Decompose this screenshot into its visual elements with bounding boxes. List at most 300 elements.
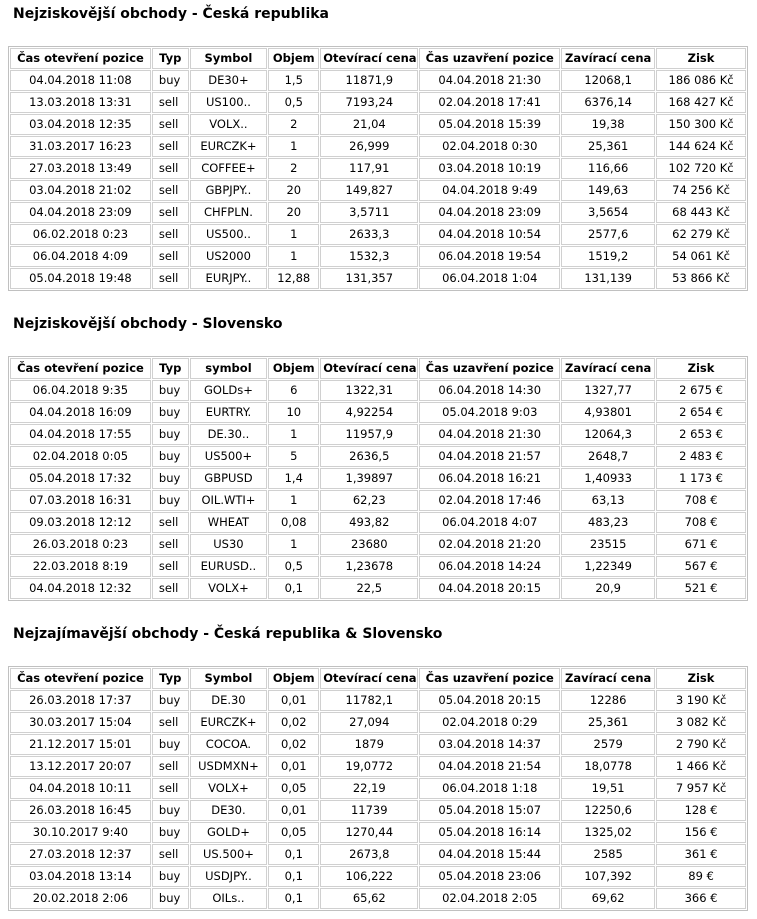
col-volume-cell: 0,01 <box>268 690 319 711</box>
col-open-time-cell: 03.04.2018 13:14 <box>10 866 151 887</box>
col-profit-cell: 2 483 € <box>656 446 746 467</box>
col-open-time-cell: 31.03.2017 16:23 <box>10 136 151 157</box>
col-type-cell: sell <box>152 712 189 733</box>
col-close-time-cell: 02.04.2018 17:41 <box>419 92 560 113</box>
table-row <box>10 114 746 135</box>
col-close-price-header: Zavírací cena <box>561 668 655 689</box>
col-open-time-cell: 26.03.2018 17:37 <box>10 690 151 711</box>
col-close-price-cell: 20,9 <box>561 578 655 599</box>
table-row <box>10 866 746 887</box>
col-open-price-cell: 1,39897 <box>320 468 418 489</box>
col-open-time-header: Čas otevření pozice <box>10 48 151 69</box>
col-close-price-cell: 2585 <box>561 844 655 865</box>
col-close-price-cell: 4,93801 <box>561 402 655 423</box>
table-row <box>10 712 746 733</box>
col-open-price-cell: 131,357 <box>320 268 418 289</box>
col-profit-cell: 62 279 Kč <box>656 224 746 245</box>
col-open-time-cell: 27.03.2018 13:49 <box>10 158 151 179</box>
col-type-cell: buy <box>152 490 189 511</box>
col-volume-cell: 5 <box>268 446 319 467</box>
col-volume-cell: 2 <box>268 158 319 179</box>
col-close-price-cell: 2577,6 <box>561 224 655 245</box>
col-profit-cell: 150 300 Kč <box>656 114 746 135</box>
col-symbol-cell: US500+ <box>190 446 268 467</box>
col-type-cell: buy <box>152 690 189 711</box>
col-profit-cell: 2 675 € <box>656 380 746 401</box>
col-close-time-cell: 04.04.2018 15:44 <box>419 844 560 865</box>
col-open-price-cell: 27,094 <box>320 712 418 733</box>
col-volume-cell: 0,5 <box>268 92 319 113</box>
col-close-time-header: Čas uzavření pozice <box>419 48 560 69</box>
col-close-time-cell: 02.04.2018 17:46 <box>419 490 560 511</box>
col-volume-cell: 0,05 <box>268 778 319 799</box>
table-row <box>10 690 746 711</box>
table-row <box>10 800 746 821</box>
col-type-cell: sell <box>152 556 189 577</box>
col-open-time-cell: 13.03.2018 13:31 <box>10 92 151 113</box>
table-row <box>10 202 746 223</box>
table-row <box>10 402 746 423</box>
col-open-price-cell: 11871,9 <box>320 70 418 91</box>
table-row <box>10 756 746 777</box>
col-type-cell: sell <box>152 180 189 201</box>
col-open-price-cell: 26,999 <box>320 136 418 157</box>
col-close-time-header: Čas uzavření pozice <box>419 358 560 379</box>
col-close-time-cell: 05.04.2018 15:07 <box>419 800 560 821</box>
col-open-time-cell: 05.04.2018 17:32 <box>10 468 151 489</box>
table-row <box>10 92 746 113</box>
table-row <box>10 822 746 843</box>
col-volume-header: Objem <box>268 48 319 69</box>
col-type-cell: sell <box>152 202 189 223</box>
col-profit-cell: 89 € <box>656 866 746 887</box>
col-volume-cell: 1 <box>268 224 319 245</box>
col-symbol-cell: VOLX+ <box>190 578 268 599</box>
col-symbol-cell: GOLDs+ <box>190 380 268 401</box>
col-close-price-cell: 1,40933 <box>561 468 655 489</box>
col-type-header: Typ <box>152 358 189 379</box>
table-header-row <box>10 48 746 69</box>
table-row <box>10 224 746 245</box>
col-symbol-cell: GBPUSD <box>190 468 268 489</box>
table-row <box>10 180 746 201</box>
col-type-header: Typ <box>152 48 189 69</box>
col-volume-header: Objem <box>268 358 319 379</box>
col-symbol-cell: EURUSD.. <box>190 556 268 577</box>
col-open-price-cell: 493,82 <box>320 512 418 533</box>
col-close-price-cell: 131,139 <box>561 268 655 289</box>
col-close-price-header: Zavírací cena <box>561 358 655 379</box>
col-open-time-cell: 26.03.2018 16:45 <box>10 800 151 821</box>
col-open-price-cell: 1322,31 <box>320 380 418 401</box>
table-row <box>10 888 746 909</box>
col-open-price-cell: 117,91 <box>320 158 418 179</box>
col-volume-cell: 0,1 <box>268 888 319 909</box>
col-open-price-cell: 4,92254 <box>320 402 418 423</box>
col-close-time-cell: 02.04.2018 0:30 <box>419 136 560 157</box>
col-close-price-cell: 25,361 <box>561 712 655 733</box>
col-open-price-cell: 19,0772 <box>320 756 418 777</box>
col-volume-cell: 1,4 <box>268 468 319 489</box>
col-close-time-cell: 04.04.2018 21:54 <box>419 756 560 777</box>
col-close-price-cell: 2579 <box>561 734 655 755</box>
col-profit-cell: 2 790 Kč <box>656 734 746 755</box>
col-close-price-cell: 2648,7 <box>561 446 655 467</box>
col-open-time-cell: 22.03.2018 8:19 <box>10 556 151 577</box>
col-symbol-cell: COFFEE+ <box>190 158 268 179</box>
col-profit-cell: 54 061 Kč <box>656 246 746 267</box>
col-open-price-cell: 21,04 <box>320 114 418 135</box>
col-close-time-cell: 03.04.2018 14:37 <box>419 734 560 755</box>
col-symbol-cell: USDJPY.. <box>190 866 268 887</box>
col-open-time-cell: 30.10.2017 9:40 <box>10 822 151 843</box>
col-close-time-cell: 06.04.2018 16:21 <box>419 468 560 489</box>
col-volume-cell: 6 <box>268 380 319 401</box>
col-symbol-cell: DE30+ <box>190 70 268 91</box>
table-row <box>10 534 746 555</box>
col-volume-cell: 0,08 <box>268 512 319 533</box>
table-row <box>10 512 746 533</box>
col-profit-cell: 567 € <box>656 556 746 577</box>
col-type-cell: buy <box>152 468 189 489</box>
section-title: Nejziskovější obchody - Slovensko <box>13 316 283 332</box>
col-type-cell: sell <box>152 756 189 777</box>
col-volume-cell: 2 <box>268 114 319 135</box>
col-type-cell: buy <box>152 380 189 401</box>
col-open-time-cell: 26.03.2018 0:23 <box>10 534 151 555</box>
col-type-cell: sell <box>152 534 189 555</box>
table-row <box>10 446 746 467</box>
col-symbol-cell: US100.. <box>190 92 268 113</box>
col-open-price-cell: 1270,44 <box>320 822 418 843</box>
col-symbol-cell: DE30. <box>190 800 268 821</box>
col-close-time-cell: 02.04.2018 2:05 <box>419 888 560 909</box>
table-row <box>10 734 746 755</box>
col-type-cell: buy <box>152 800 189 821</box>
col-open-price-cell: 106,222 <box>320 866 418 887</box>
col-open-time-cell: 13.12.2017 20:07 <box>10 756 151 777</box>
col-type-cell: buy <box>152 446 189 467</box>
col-open-price-cell: 3,5711 <box>320 202 418 223</box>
col-volume-cell: 20 <box>268 202 319 223</box>
col-close-price-header: Zavírací cena <box>561 48 655 69</box>
col-type-cell: buy <box>152 402 189 423</box>
col-open-price-cell: 22,19 <box>320 778 418 799</box>
col-open-price-cell: 1,23678 <box>320 556 418 577</box>
col-volume-cell: 0,05 <box>268 822 319 843</box>
col-close-time-cell: 05.04.2018 23:06 <box>419 866 560 887</box>
col-volume-cell: 0,1 <box>268 844 319 865</box>
col-open-price-cell: 22,5 <box>320 578 418 599</box>
col-close-price-cell: 483,23 <box>561 512 655 533</box>
col-close-price-cell: 3,5654 <box>561 202 655 223</box>
col-profit-cell: 68 443 Kč <box>656 202 746 223</box>
col-open-price-cell: 149,827 <box>320 180 418 201</box>
col-open-time-cell: 03.04.2018 12:35 <box>10 114 151 135</box>
col-close-price-cell: 12064,3 <box>561 424 655 445</box>
col-type-cell: buy <box>152 822 189 843</box>
col-close-time-cell: 04.04.2018 9:49 <box>419 180 560 201</box>
col-volume-cell: 1,5 <box>268 70 319 91</box>
col-open-price-cell: 11739 <box>320 800 418 821</box>
col-profit-header: Zisk <box>656 358 746 379</box>
col-open-price-cell: 2673,8 <box>320 844 418 865</box>
col-close-time-cell: 04.04.2018 10:54 <box>419 224 560 245</box>
col-close-price-cell: 1325,02 <box>561 822 655 843</box>
col-open-time-cell: 04.04.2018 17:55 <box>10 424 151 445</box>
col-close-time-cell: 06.04.2018 19:54 <box>419 246 560 267</box>
col-open-time-cell: 09.03.2018 12:12 <box>10 512 151 533</box>
col-type-cell: sell <box>152 224 189 245</box>
col-close-time-cell: 02.04.2018 0:29 <box>419 712 560 733</box>
col-close-price-cell: 1519,2 <box>561 246 655 267</box>
col-symbol-cell: DE.30 <box>190 690 268 711</box>
col-open-time-cell: 04.04.2018 10:11 <box>10 778 151 799</box>
table-row <box>10 268 746 289</box>
col-type-cell: sell <box>152 158 189 179</box>
col-profit-cell: 708 € <box>656 490 746 511</box>
col-close-price-cell: 116,66 <box>561 158 655 179</box>
col-open-price-header: Otevírací cena <box>320 358 418 379</box>
col-volume-cell: 0,01 <box>268 756 319 777</box>
col-volume-cell: 20 <box>268 180 319 201</box>
col-symbol-cell: US30 <box>190 534 268 555</box>
col-type-cell: sell <box>152 844 189 865</box>
col-open-time-header: Čas otevření pozice <box>10 668 151 689</box>
col-close-time-cell: 05.04.2018 16:14 <box>419 822 560 843</box>
col-close-time-cell: 04.04.2018 20:15 <box>419 578 560 599</box>
trades-table-interesting <box>8 666 748 911</box>
col-symbol-cell: OIL.WTI+ <box>190 490 268 511</box>
col-open-price-cell: 1879 <box>320 734 418 755</box>
col-profit-cell: 671 € <box>656 534 746 555</box>
col-close-price-cell: 6376,14 <box>561 92 655 113</box>
trades-table-slovakia <box>8 356 748 601</box>
col-volume-cell: 1 <box>268 534 319 555</box>
col-close-price-cell: 12286 <box>561 690 655 711</box>
col-open-price-cell: 65,62 <box>320 888 418 909</box>
col-close-price-cell: 19,51 <box>561 778 655 799</box>
col-volume-cell: 10 <box>268 402 319 423</box>
table-row <box>10 70 746 91</box>
col-close-price-cell: 1,22349 <box>561 556 655 577</box>
col-open-time-cell: 06.04.2018 9:35 <box>10 380 151 401</box>
col-profit-cell: 102 720 Kč <box>656 158 746 179</box>
col-open-time-cell: 27.03.2018 12:37 <box>10 844 151 865</box>
col-profit-cell: 186 086 Kč <box>656 70 746 91</box>
col-open-time-cell: 21.12.2017 15:01 <box>10 734 151 755</box>
col-open-time-cell: 07.03.2018 16:31 <box>10 490 151 511</box>
col-open-time-cell: 30.03.2017 15:04 <box>10 712 151 733</box>
trades-table-czech <box>8 46 748 291</box>
col-symbol-cell: EURJPY.. <box>190 268 268 289</box>
col-volume-cell: 12,88 <box>268 268 319 289</box>
col-open-price-cell: 11957,9 <box>320 424 418 445</box>
col-profit-cell: 144 624 Kč <box>656 136 746 157</box>
col-open-price-cell: 1532,3 <box>320 246 418 267</box>
col-volume-cell: 1 <box>268 136 319 157</box>
col-close-time-cell: 06.04.2018 1:04 <box>419 268 560 289</box>
table-row <box>10 490 746 511</box>
col-symbol-header: Symbol <box>190 48 268 69</box>
col-type-cell: sell <box>152 778 189 799</box>
col-close-price-cell: 23515 <box>561 534 655 555</box>
table-row <box>10 158 746 179</box>
col-type-cell: sell <box>152 246 189 267</box>
col-close-price-cell: 107,392 <box>561 866 655 887</box>
col-close-time-cell: 06.04.2018 4:07 <box>419 512 560 533</box>
col-profit-cell: 7 957 Kč <box>656 778 746 799</box>
col-symbol-header: symbol <box>190 358 268 379</box>
col-open-time-cell: 06.02.2018 0:23 <box>10 224 151 245</box>
col-type-cell: sell <box>152 136 189 157</box>
col-close-time-cell: 04.04.2018 23:09 <box>419 202 560 223</box>
table-header-row <box>10 358 746 379</box>
col-symbol-cell: VOLX+ <box>190 778 268 799</box>
col-open-price-header: Otevírací cena <box>320 668 418 689</box>
table-row <box>10 246 746 267</box>
col-close-price-cell: 25,361 <box>561 136 655 157</box>
table-row <box>10 556 746 577</box>
col-close-price-cell: 19,38 <box>561 114 655 135</box>
col-type-cell: sell <box>152 92 189 113</box>
col-type-cell: sell <box>152 578 189 599</box>
col-close-time-cell: 05.04.2018 9:03 <box>419 402 560 423</box>
col-close-time-cell: 02.04.2018 21:20 <box>419 534 560 555</box>
col-close-time-cell: 03.04.2018 10:19 <box>419 158 560 179</box>
col-open-time-cell: 04.04.2018 12:32 <box>10 578 151 599</box>
col-open-time-header: Čas otevření pozice <box>10 358 151 379</box>
col-open-price-cell: 62,23 <box>320 490 418 511</box>
col-profit-cell: 2 654 € <box>656 402 746 423</box>
col-type-cell: buy <box>152 424 189 445</box>
col-profit-header: Zisk <box>656 48 746 69</box>
col-profit-cell: 74 256 Kč <box>656 180 746 201</box>
table-row <box>10 424 746 445</box>
col-close-price-cell: 69,62 <box>561 888 655 909</box>
section-title: Nejzajímavější obchody - Česká republika & Slovensko <box>13 626 443 642</box>
col-symbol-header: Symbol <box>190 668 268 689</box>
col-symbol-cell: VOLX.. <box>190 114 268 135</box>
col-type-cell: sell <box>152 268 189 289</box>
col-symbol-cell: OILs.. <box>190 888 268 909</box>
col-close-time-cell: 05.04.2018 20:15 <box>419 690 560 711</box>
col-symbol-cell: WHEAT <box>190 512 268 533</box>
table-row <box>10 468 746 489</box>
col-profit-cell: 361 € <box>656 844 746 865</box>
col-profit-cell: 3 082 Kč <box>656 712 746 733</box>
col-volume-cell: 0,02 <box>268 734 319 755</box>
col-symbol-cell: EURTRY. <box>190 402 268 423</box>
col-symbol-cell: EURCZK+ <box>190 136 268 157</box>
col-volume-cell: 0,1 <box>268 866 319 887</box>
col-open-price-cell: 7193,24 <box>320 92 418 113</box>
col-volume-cell: 0,02 <box>268 712 319 733</box>
col-close-time-cell: 06.04.2018 14:24 <box>419 556 560 577</box>
col-profit-header: Zisk <box>656 668 746 689</box>
col-type-cell: buy <box>152 70 189 91</box>
col-open-price-cell: 2636,5 <box>320 446 418 467</box>
col-close-time-cell: 06.04.2018 14:30 <box>419 380 560 401</box>
col-open-time-cell: 04.04.2018 16:09 <box>10 402 151 423</box>
col-profit-cell: 1 466 Kč <box>656 756 746 777</box>
col-close-time-cell: 06.04.2018 1:18 <box>419 778 560 799</box>
col-symbol-cell: EURCZK+ <box>190 712 268 733</box>
col-profit-cell: 366 € <box>656 888 746 909</box>
col-open-time-cell: 20.02.2018 2:06 <box>10 888 151 909</box>
col-profit-cell: 168 427 Kč <box>656 92 746 113</box>
col-symbol-cell: CHFPLN. <box>190 202 268 223</box>
col-type-cell: buy <box>152 888 189 909</box>
col-close-time-cell: 04.04.2018 21:30 <box>419 70 560 91</box>
table-row <box>10 136 746 157</box>
table-row <box>10 778 746 799</box>
col-volume-cell: 0,1 <box>268 578 319 599</box>
col-symbol-cell: US.500+ <box>190 844 268 865</box>
col-profit-cell: 2 653 € <box>656 424 746 445</box>
col-open-time-cell: 05.04.2018 19:48 <box>10 268 151 289</box>
col-symbol-cell: US500.. <box>190 224 268 245</box>
col-profit-cell: 708 € <box>656 512 746 533</box>
col-close-price-cell: 12068,1 <box>561 70 655 91</box>
col-type-cell: sell <box>152 512 189 533</box>
col-open-time-cell: 02.04.2018 0:05 <box>10 446 151 467</box>
table-row <box>10 844 746 865</box>
col-symbol-cell: GBPJPY.. <box>190 180 268 201</box>
col-volume-cell: 0,01 <box>268 800 319 821</box>
col-close-time-header: Čas uzavření pozice <box>419 668 560 689</box>
col-type-cell: sell <box>152 114 189 135</box>
col-open-price-cell: 2633,3 <box>320 224 418 245</box>
col-close-price-cell: 12250,6 <box>561 800 655 821</box>
col-open-time-cell: 04.04.2018 23:09 <box>10 202 151 223</box>
col-volume-cell: 1 <box>268 246 319 267</box>
col-profit-cell: 128 € <box>656 800 746 821</box>
col-volume-cell: 0,5 <box>268 556 319 577</box>
col-open-price-cell: 11782,1 <box>320 690 418 711</box>
table-row <box>10 578 746 599</box>
col-close-price-cell: 149,63 <box>561 180 655 201</box>
col-close-time-cell: 04.04.2018 21:30 <box>419 424 560 445</box>
col-type-cell: buy <box>152 734 189 755</box>
col-profit-cell: 156 € <box>656 822 746 843</box>
col-profit-cell: 53 866 Kč <box>656 268 746 289</box>
col-open-time-cell: 03.04.2018 21:02 <box>10 180 151 201</box>
col-type-cell: buy <box>152 866 189 887</box>
col-open-time-cell: 04.04.2018 11:08 <box>10 70 151 91</box>
table-header-row <box>10 668 746 689</box>
col-type-header: Typ <box>152 668 189 689</box>
col-volume-cell: 1 <box>268 424 319 445</box>
col-close-price-cell: 18,0778 <box>561 756 655 777</box>
col-volume-header: Objem <box>268 668 319 689</box>
col-volume-cell: 1 <box>268 490 319 511</box>
col-close-price-cell: 63,13 <box>561 490 655 511</box>
col-open-price-header: Otevírací cena <box>320 48 418 69</box>
col-open-price-cell: 23680 <box>320 534 418 555</box>
col-open-time-cell: 06.04.2018 4:09 <box>10 246 151 267</box>
col-symbol-cell: DE.30.. <box>190 424 268 445</box>
col-symbol-cell: US2000 <box>190 246 268 267</box>
col-profit-cell: 521 € <box>656 578 746 599</box>
col-symbol-cell: COCOA. <box>190 734 268 755</box>
col-profit-cell: 3 190 Kč <box>656 690 746 711</box>
col-close-time-cell: 05.04.2018 15:39 <box>419 114 560 135</box>
col-profit-cell: 1 173 € <box>656 468 746 489</box>
section-title: Nejziskovější obchody - Česká republika <box>13 6 329 22</box>
col-close-price-cell: 1327,77 <box>561 380 655 401</box>
col-symbol-cell: USDMXN+ <box>190 756 268 777</box>
